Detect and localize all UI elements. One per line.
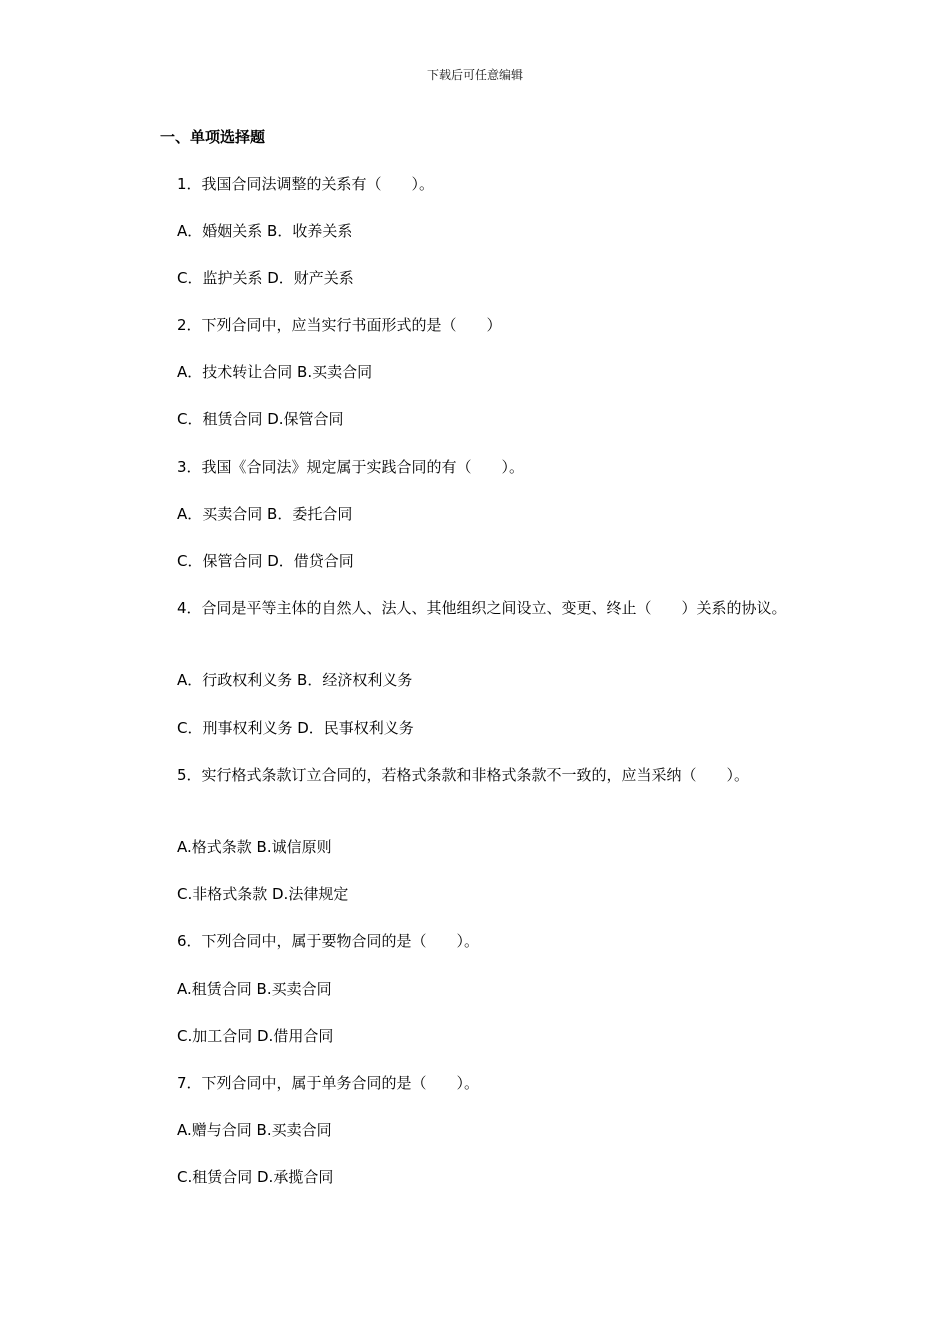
- question-2: 2．下列合同中，应当实行书面形式的是（ ）: [177, 316, 502, 334]
- question-5: 5．实行格式条款订立合同的，若格式条款和非格式条款不一致的，应当采纳（ ）。: [177, 766, 750, 784]
- question-7: 7．下列合同中，属于单务合同的是（ ）。: [177, 1074, 480, 1092]
- page-header: 下载后可任意编辑: [426, 68, 523, 82]
- section-title: 一、单项选择题: [160, 128, 266, 146]
- question-1-options-ab: A．婚姻关系 B．收养关系: [177, 222, 353, 240]
- question-5-options-ab: A.格式条款 B.诚信原则: [177, 838, 332, 856]
- question-1-options-cd: C．监护关系 D．财产关系: [177, 269, 354, 287]
- question-4: 4．合同是平等主体的自然人、法人、其他组织之间设立、变更、终止（ ）关系的协议。: [177, 599, 787, 617]
- question-3-options-cd: C．保管合同 D．借贷合同: [177, 552, 354, 570]
- question-6-options-cd: C.加工合同 D.借用合同: [177, 1027, 334, 1045]
- question-7-options-cd: C.租赁合同 D.承揽合同: [177, 1168, 334, 1186]
- question-5-options-cd: C.非格式条款 D.法律规定: [177, 885, 349, 903]
- question-7-options-ab: A.赠与合同 B.买卖合同: [177, 1121, 332, 1139]
- question-3-options-ab: A．买卖合同 B．委托合同: [177, 505, 353, 523]
- question-6: 6．下列合同中，属于要物合同的是（ ）。: [177, 932, 480, 950]
- question-6-options-ab: A.租赁合同 B.买卖合同: [177, 980, 332, 998]
- question-3: 3．我国《合同法》规定属于实践合同的有（ ）。: [177, 458, 525, 476]
- question-1: 1．我国合同法调整的关系有（ ）。: [177, 175, 435, 193]
- question-4-options-cd: C．刑事权利义务 D．民事权利义务: [177, 719, 414, 737]
- question-2-options-cd: C．租赁合同 D.保管合同: [177, 410, 344, 428]
- question-2-options-ab: A．技术转让合同 B.买卖合同: [177, 363, 373, 381]
- question-4-options-ab: A．行政权利义务 B．经济权利义务: [177, 671, 413, 689]
